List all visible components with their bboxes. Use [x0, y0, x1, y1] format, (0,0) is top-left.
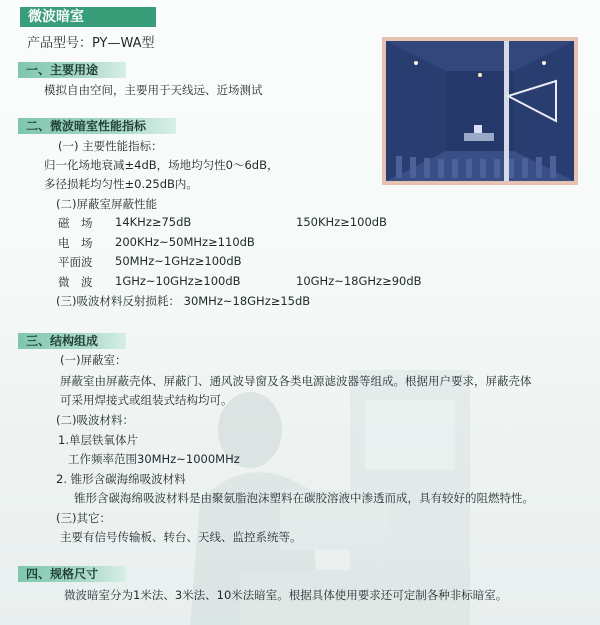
shield-row-label: 平面波: [58, 255, 93, 269]
section-heading-usage: 一、主要用途: [18, 62, 126, 78]
perf-sub1: (一) 主要性能指标：: [58, 139, 163, 153]
structure-sub3: (三)其它：: [56, 511, 111, 525]
shield-row-value: 1GHz~10GHz≥100dB: [115, 274, 241, 288]
perf-sub1-line2: 多径损耗均匀性±0.25dB内。: [44, 177, 198, 191]
shield-row-value: 200KHz~50MHz≥110dB: [115, 235, 255, 249]
shield-row-value2: 150KHz≥100dB: [296, 215, 387, 229]
chamber-illustration: [386, 41, 574, 181]
shield-row-value: 14KHz≥75dB: [115, 215, 192, 229]
structure-sub1: (一)屏蔽室：: [60, 353, 127, 367]
structure-sub2: (二)吸波材料：: [56, 413, 134, 427]
shield-row-label: 磁 场: [58, 216, 93, 230]
specs-text: 微波暗室分为1米法、3米法、10米法暗室。根据具体使用要求还可定制各种非标暗室。: [64, 588, 508, 602]
section-heading-specs: 四、规格尺寸: [18, 566, 126, 582]
shield-row-value: 50MHz~1GHz≥100dB: [115, 254, 242, 268]
absorber-item1: 1.单层铁氧体片: [58, 433, 138, 447]
usage-text: 模拟自由空间，主要用于天线远、近场测试: [44, 83, 263, 97]
structure-sub3-line: 主要有信号传输板、转台、天线、监控系统等。: [60, 530, 302, 544]
shield-row-value2: 10GHz~18GHz≥90dB: [296, 274, 422, 288]
perf-sub3: (三)吸波材料反射损耗： 30MHz~18GHz≥15dB: [56, 294, 311, 308]
absorber-item2: 2. 锥形含碳海绵吸波材料: [56, 472, 186, 486]
anechoic-chamber-photo: [382, 37, 578, 185]
shield-row-label: 电 场: [58, 236, 93, 250]
page-title: 微波暗室: [20, 7, 156, 27]
section-heading-structure: 三、结构组成: [18, 333, 126, 349]
product-model: 产品型号：PY—WA型: [27, 36, 155, 51]
perf-sub1-line1: 归一化场地衰减±4dB，场地均匀性0～6dB，: [44, 158, 279, 172]
absorber-item2-detail: 锥形含碳海绵吸波材料是由聚氨脂泡沫塑料在碳胶溶液中渗透而成，具有较好的阻燃特性。: [74, 491, 534, 505]
perf-sub2: (二)屏蔽室屏蔽性能: [56, 197, 157, 211]
absorber-item1-detail: 工作频率范围30MHz~1000MHz: [68, 452, 240, 466]
section-heading-performance: 二、微波暗室性能指标: [18, 118, 176, 134]
structure-sub1-line1: 屏蔽室由屏蔽壳体、屏蔽门、通风波导窗及各类电源滤波器等组成。根据用户要求，屏蔽壳体: [60, 374, 532, 388]
shield-row-label: 微 波: [58, 275, 93, 289]
structure-sub1-line2: 可采用焊接式或组装式结构均可。: [60, 393, 233, 407]
